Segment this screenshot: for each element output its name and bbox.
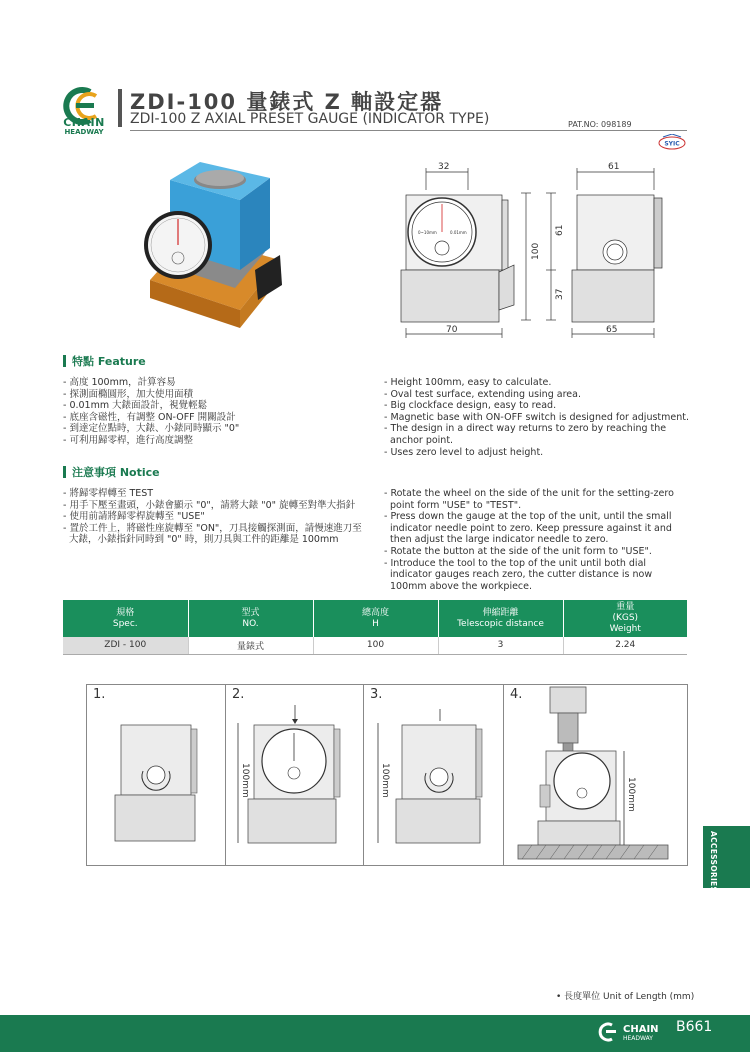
dim-top-left: 32	[438, 162, 450, 172]
list-item: - 將歸零桿轉至 TEST	[63, 488, 154, 499]
list-item: - 用手下壓至畫頭，小錶會顯示 "0"，請將大錶 "0" 旋轉至對準大指針	[63, 499, 356, 511]
feature-list-en	[384, 377, 689, 458]
logo-line2: HEADWAY	[64, 128, 104, 136]
list-item: - 可利用歸零桿，進行高度調整	[63, 434, 193, 446]
syic-badge	[657, 134, 687, 150]
unit-note: • 長度單位 Unit of Length (mm)	[556, 992, 695, 1002]
patent-number: PAT.NO: 098189	[568, 120, 632, 129]
list-item: - Uses zero level to adjust height.	[384, 446, 544, 458]
step-number: 1.	[93, 687, 106, 702]
list-item: - Height 100mm, easy to calculate.	[384, 377, 552, 388]
section-tab-label: ACCESSORIES	[709, 831, 718, 893]
title-bar-accent	[118, 89, 122, 127]
dim-top-right: 61	[608, 162, 620, 172]
step-2-dim-label: 100mm	[240, 763, 250, 798]
dim-upper: 61	[555, 224, 565, 236]
step-number: 2.	[232, 687, 245, 702]
list-item: - The design in a direct way returns to zero by reaching the anchor point.	[384, 423, 667, 446]
dim-height: 100	[531, 242, 541, 260]
notice-list-en	[384, 488, 689, 592]
col-telescopic: 伸縮距離 Telescopic distance	[438, 600, 563, 637]
dial-text-right: 0.01mm	[450, 230, 467, 235]
list-item: - Magnetic base with ON-OFF switch is designed for adjustment.	[384, 411, 690, 423]
logo-line1: CHAIN	[63, 116, 105, 129]
page-number: B661	[676, 1019, 713, 1035]
table-cell: 3	[438, 637, 563, 654]
table-cell: 2.24	[563, 637, 687, 654]
list-item: - Rotate the wheel on the side of the unit for the setting-zero point form "USE" to "TEST".	[384, 488, 674, 511]
footer-logo-line2: HEADWAY	[623, 1035, 653, 1042]
logo-wordmark	[60, 117, 108, 136]
table-cell: ZDI - 100	[63, 637, 188, 654]
step-2	[226, 685, 364, 865]
usage-steps	[86, 684, 688, 866]
step-3-illustration	[372, 701, 497, 861]
list-item: - 底座含磁性，有調整 ON-OFF 開關設計	[63, 411, 236, 423]
feature-list-cn	[63, 377, 363, 447]
list-item: - Oval test surface, extending using area.	[384, 388, 581, 400]
dim-lower: 37	[555, 288, 565, 300]
list-item: - 探測面橢圓形，加大使用面積	[63, 388, 193, 400]
col-spec: 規格 Spec.	[63, 600, 188, 637]
step-number: 3.	[370, 687, 383, 702]
notice-heading: 注意事項 Notice	[63, 464, 160, 480]
table-cell: 100	[313, 637, 438, 654]
product-photo	[140, 160, 298, 328]
list-item: - 高度 100mm，計算容易	[63, 377, 176, 388]
step-1-illustration	[107, 715, 217, 855]
section-tab-accessories	[703, 826, 750, 893]
dial-text-left: 0~10mm	[418, 230, 437, 235]
col-height: 總高度 H	[313, 600, 438, 637]
col-weight: 重量 (KGS) Weight	[563, 600, 687, 637]
notice-list-cn	[63, 488, 363, 546]
table-header-row	[63, 600, 687, 637]
spec-table	[63, 600, 687, 655]
step-3	[364, 685, 504, 865]
title-divider	[130, 130, 687, 131]
footer-logo	[598, 1019, 668, 1045]
table-row	[63, 637, 687, 654]
step-4-dim-label: 100mm	[626, 777, 636, 812]
dim-bottom-left: 70	[446, 325, 458, 335]
step-2-illustration	[234, 701, 359, 861]
step-4-illustration	[516, 685, 676, 865]
page-title-cn: ZDI-100 量錶式 Z 軸設定器	[130, 90, 444, 114]
dim-bottom-right: 65	[606, 325, 618, 335]
technical-drawing	[396, 160, 666, 345]
list-item: - 0.01mm 大錶面設計，視覺輕鬆	[63, 400, 208, 412]
list-item: - Rotate the button at the side of the unit form to "USE".	[384, 545, 652, 557]
page-title-en: ZDI-100 Z AXIAL PRESET GAUGE (INDICATOR TYPE)	[130, 111, 490, 127]
list-item: - 置於工件上，將磁性座旋轉至 "ON"，刀具接觸探測面，請慢速進刀至大錶，小錶指針同時到 "0" 時，則刀具與工件的距離是 100mm	[63, 522, 362, 546]
syic-badge-text: SYIC	[664, 140, 680, 148]
list-item: - Big clockface design, easy to read.	[384, 400, 557, 412]
list-item: - Press down the gauge at the top of the unit, until the small indicator needle point to zero. Keep pressure against it and then adjust the large indicator needle to zero.	[384, 511, 672, 546]
table-cell: 量錶式	[188, 637, 313, 654]
step-4	[504, 685, 687, 865]
step-number: 4.	[510, 687, 523, 702]
col-no: 型式 NO.	[188, 600, 313, 637]
footer-logo-line1: CHAIN	[623, 1024, 659, 1035]
list-item: - Introduce the tool to the top of the unit until both dial indicator gauges reach zero, the cutter distance is now 100mm above the workpiece.	[384, 557, 653, 592]
step-3-dim-label: 100mm	[380, 763, 390, 798]
list-item: - 到達定位點時，大錶、小錶同時顯示 "0"	[63, 423, 240, 435]
list-item: - 使用前請將歸零桿旋轉至 "USE"	[63, 511, 205, 523]
step-1	[87, 685, 226, 865]
feature-heading: 特點 Feature	[63, 353, 146, 369]
